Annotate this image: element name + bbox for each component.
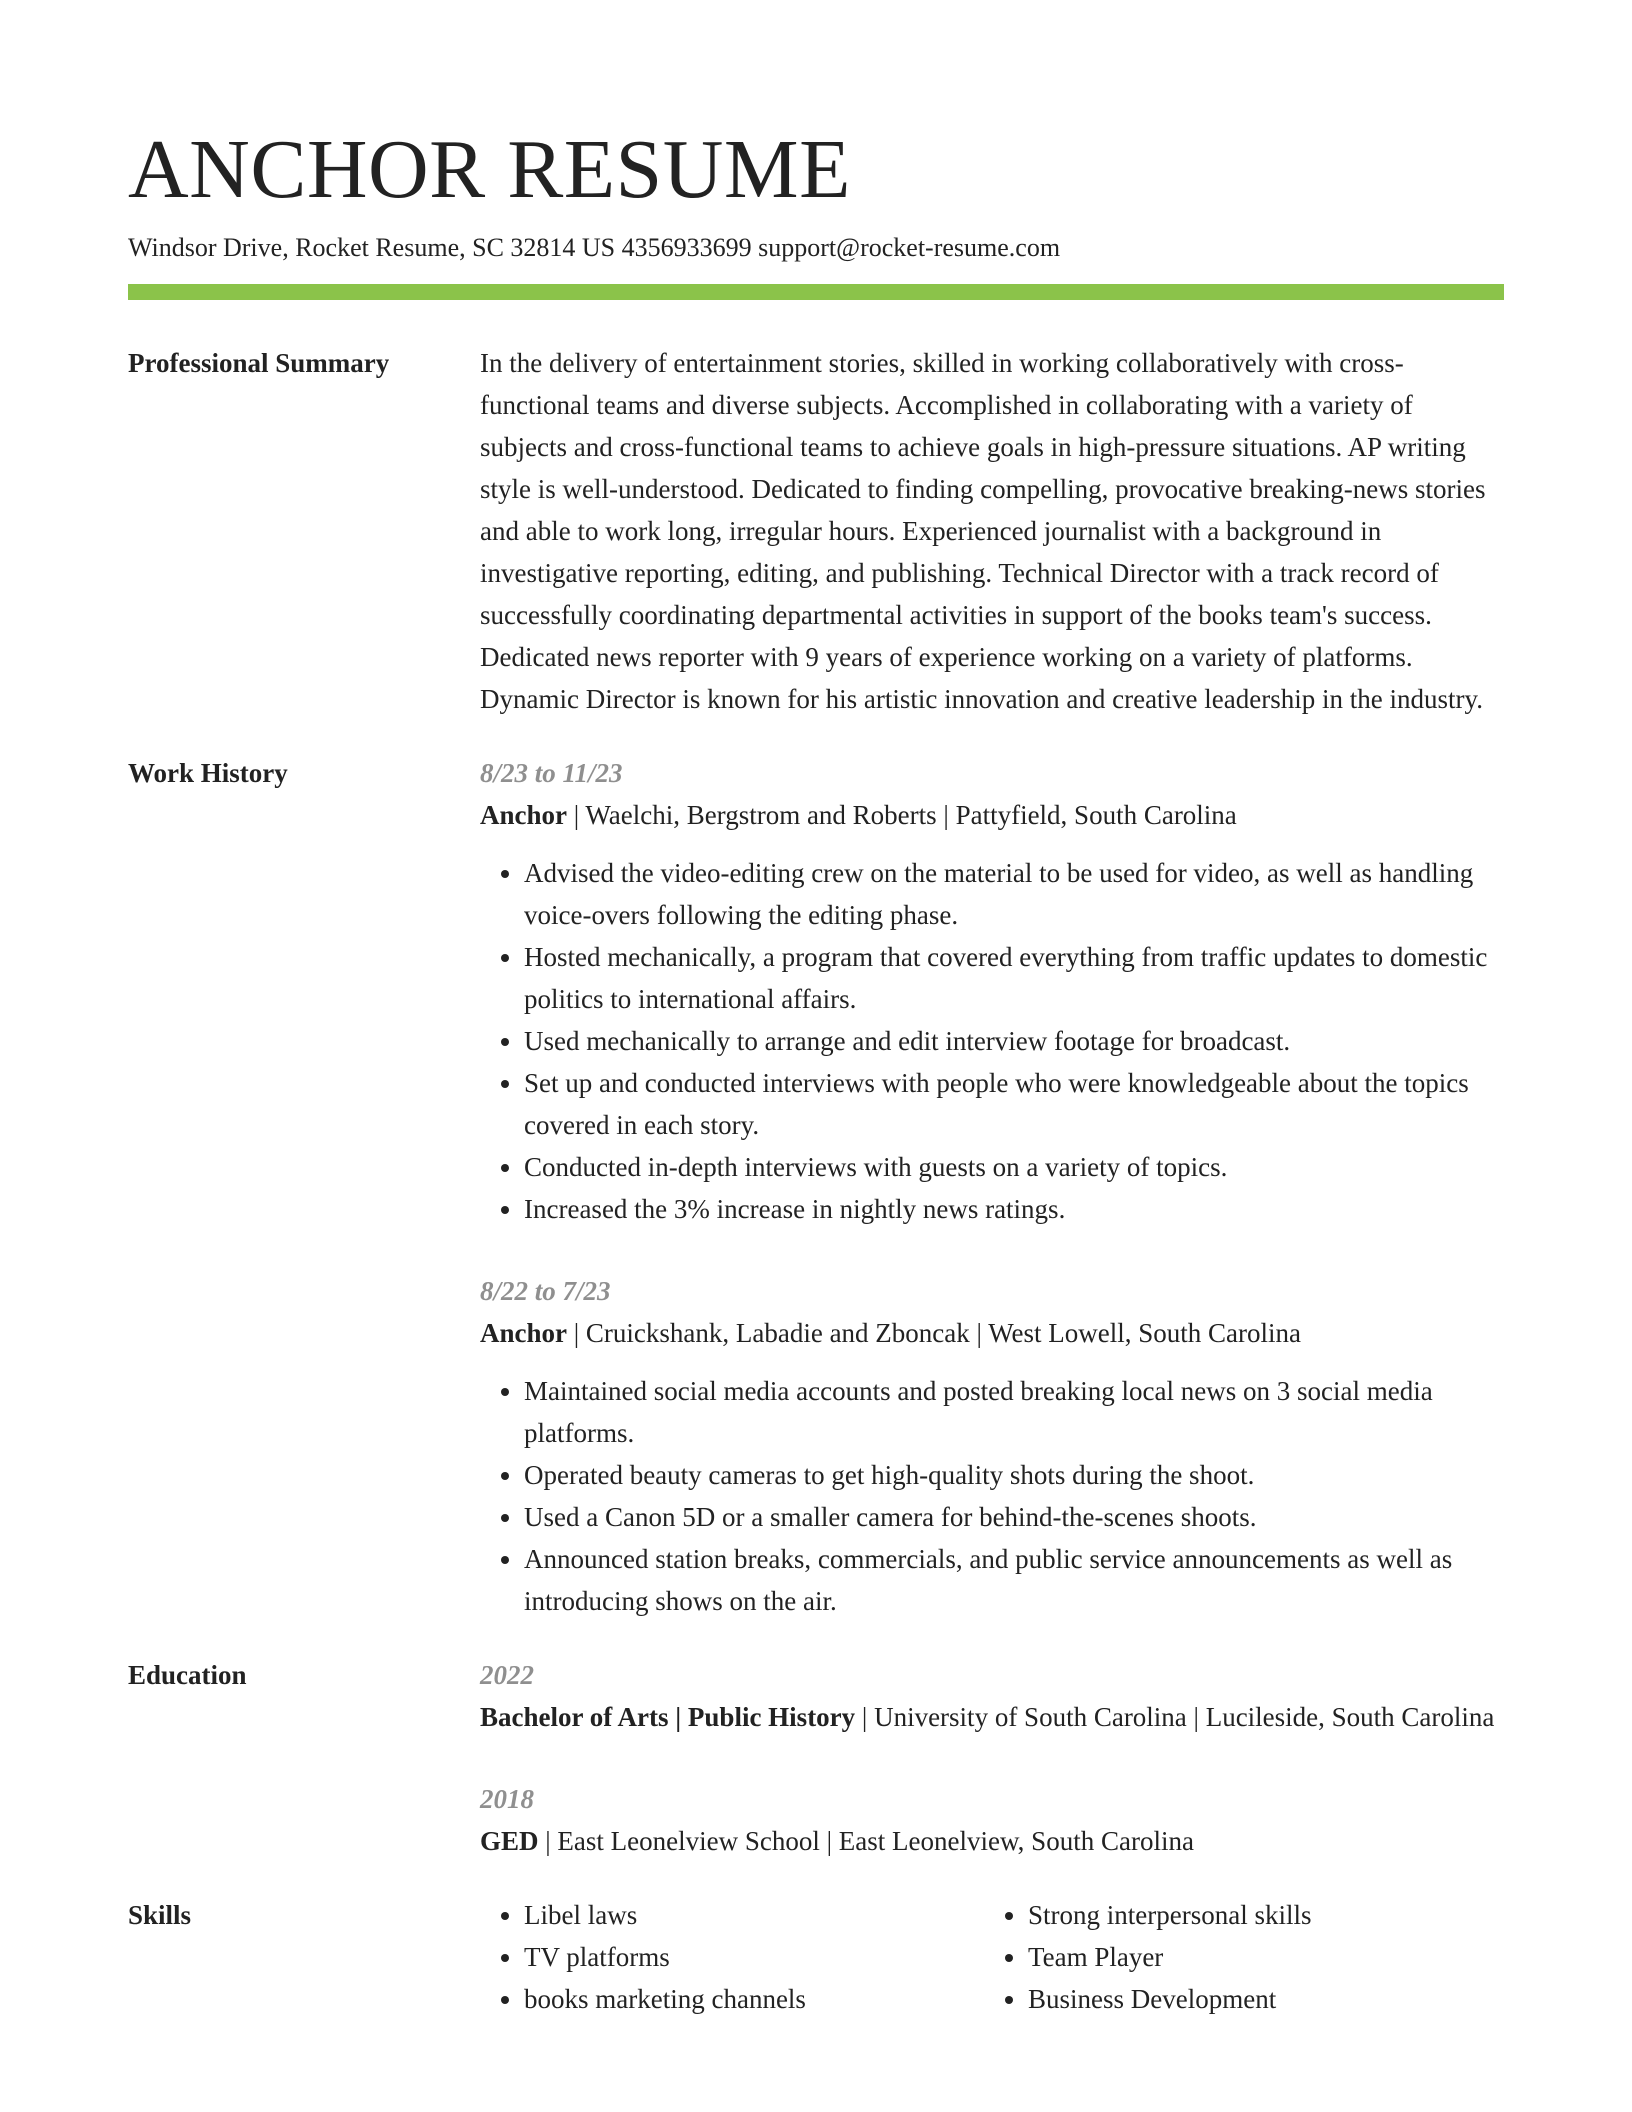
- list-item: • Strong interpersonal skills: [1028, 1894, 1488, 1936]
- list-item: • Advised the video-editing crew on the material to be used for video, as well as handling voice-overs following the editing phase.: [524, 852, 1504, 936]
- list-item: • TV platforms: [524, 1936, 984, 1978]
- list-item: • Announced station breaks, commercials, and public service announcements as well as introducing shows on the air.: [524, 1538, 1504, 1622]
- list-item: • Business Development: [1028, 1978, 1488, 2020]
- contact-address: Windsor Drive, Rocket Resume, SC 32814 US: [128, 233, 616, 262]
- education-year: 2022: [480, 1660, 534, 1690]
- education-year: 2018: [480, 1784, 534, 1814]
- contact-line: [128, 230, 1504, 266]
- job-title-line: [480, 794, 1504, 836]
- list-item: • Used a Canon 5D or a smaller camera for behind-the-scenes shoots.: [524, 1496, 1504, 1538]
- education-entry: [480, 1654, 1504, 1738]
- list-item: • Used mechanically to arrange and edit interview footage for broadcast.: [524, 1020, 1504, 1062]
- list-item: • Libel laws: [524, 1894, 984, 1936]
- education-section: [128, 1654, 1504, 1862]
- job-role: Anchor: [480, 800, 567, 830]
- education-degree: GED: [480, 1826, 539, 1856]
- list-item: • Hosted mechanically, a program that covered everything from traffic updates to domestic politics to international affairs.: [524, 936, 1504, 1020]
- job-dates: 8/23 to 11/23: [480, 758, 623, 788]
- summary-text: In the delivery of entertainment stories, skilled in working collaboratively with cross-functional teams and diverse subjects. Accomplished in collaborating with a variety of subjects and cross-functional teams to achieve goals in high-pressure situations. AP writing style is well-understood. Dedicated to finding compelling, provocative breaking-news stories and able to work long, irregular hours. Experienced journalist with a background in investigative reporting, editing, and publishing. Technical Director with a track record of successfully coordinating departmental activities in support of the books team's success. Dedicated news reporter with 9 years of experience working on a variety of platforms. Dynamic Director is known for his artistic innovation and creative leadership in the industry.: [480, 348, 1486, 714]
- job-title-line: [480, 1312, 1504, 1354]
- skills-list-right: [984, 1894, 1488, 2020]
- job-bullets: [480, 1370, 1504, 1622]
- education-entry: [480, 1778, 1504, 1862]
- resume-name: ANCHOR RESUME: [128, 123, 851, 216]
- list-item: • Maintained social media accounts and posted breaking local news on 3 social media platforms.: [524, 1370, 1504, 1454]
- education-details: | East Leonelview School | East Leonelview, South Carolina: [538, 1826, 1194, 1856]
- list-item: • Increased the 3% increase in nightly news ratings.: [524, 1188, 1504, 1230]
- list-item: • Operated beauty cameras to get high-quality shots during the shoot.: [524, 1454, 1504, 1496]
- skills-heading: Skills: [128, 1900, 192, 1930]
- education-heading: Education: [128, 1660, 247, 1690]
- summary-heading: Professional Summary: [128, 348, 390, 378]
- work-history-section: [128, 752, 1504, 1622]
- job-role: Anchor: [480, 1318, 567, 1348]
- summary-section: [128, 342, 1504, 720]
- list-item: • Team Player: [1028, 1936, 1488, 1978]
- job-entry: [480, 752, 1504, 1230]
- job-details: | Waelchi, Bergstrom and Roberts | Pattyfield, South Carolina: [567, 800, 1237, 830]
- contact-phone: 4356933699: [621, 233, 752, 262]
- skills-columns: [480, 1894, 1504, 2020]
- education-details: | University of South Carolina | Lucileside, South Carolina: [855, 1702, 1495, 1732]
- job-dates: 8/22 to 7/23: [480, 1276, 611, 1306]
- list-item: • books marketing channels: [524, 1978, 984, 2020]
- work-history-heading: Work History: [128, 758, 288, 788]
- header-divider: [128, 284, 1504, 300]
- education-line: [480, 1696, 1504, 1738]
- education-line: [480, 1820, 1504, 1862]
- skills-list-left: [480, 1894, 984, 2020]
- contact-email: support@rocket-resume.com: [758, 233, 1061, 262]
- job-details: | Cruickshank, Labadie and Zboncak | West Lowell, South Carolina: [567, 1318, 1301, 1348]
- education-degree: Bachelor of Arts | Public History: [480, 1702, 856, 1732]
- skills-section: [128, 1894, 1504, 2020]
- job-bullets: [480, 852, 1504, 1230]
- list-item: • Conducted in-depth interviews with guests on a variety of topics.: [524, 1146, 1504, 1188]
- list-item: • Set up and conducted interviews with people who were knowledgeable about the topics covered in each story.: [524, 1062, 1504, 1146]
- job-entry: [480, 1270, 1504, 1622]
